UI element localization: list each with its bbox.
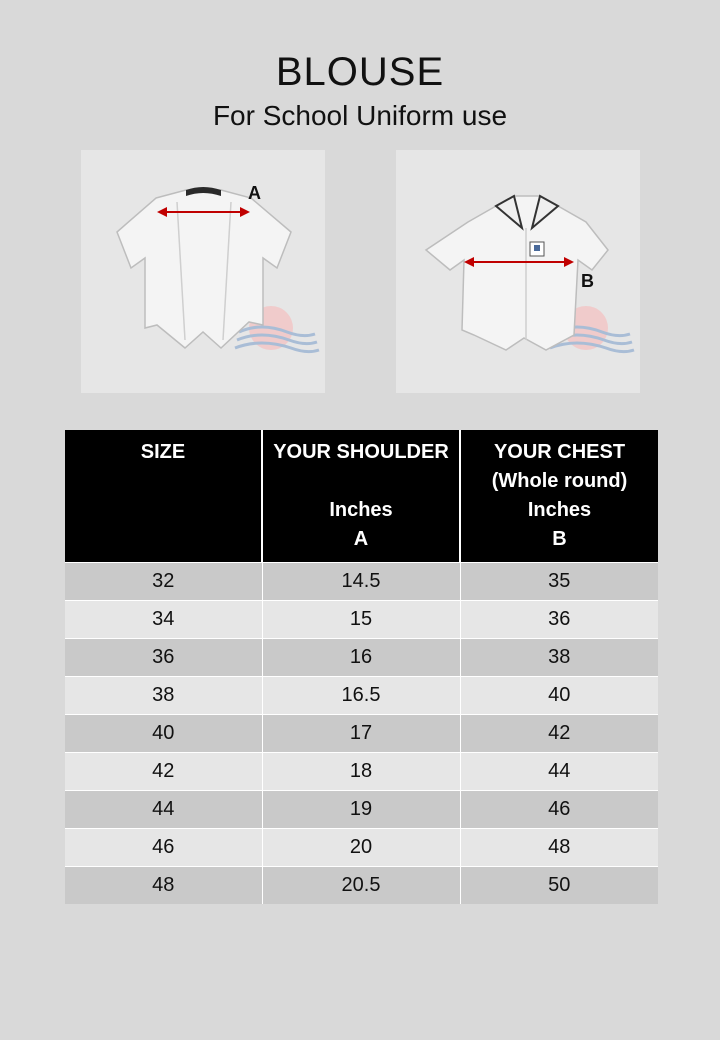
cell-chest: 35 (460, 563, 658, 601)
cell-shoulder: 20 (262, 829, 460, 867)
cell-size: 34 (65, 601, 262, 639)
cell-shoulder: 17 (262, 715, 460, 753)
header-size-label: SIZE (140, 441, 186, 463)
table-row (65, 867, 658, 905)
table-row (65, 829, 658, 867)
header-shoulder-title: YOUR SHOULDER (273, 441, 449, 463)
header-size (65, 430, 262, 563)
cell-chest: 40 (460, 677, 658, 715)
table-row (65, 563, 658, 601)
cell-size: 44 (65, 791, 262, 829)
header-shoulder (262, 430, 460, 563)
table-row (65, 601, 658, 639)
table-header-row (65, 430, 658, 563)
cell-shoulder: 14.5 (262, 563, 460, 601)
cell-chest: 48 (460, 829, 658, 867)
table-row (65, 677, 658, 715)
header-shoulder-key: A (353, 528, 369, 550)
blouse-back-illustration (81, 150, 325, 393)
page-subtitle: For School Uniform use (212, 100, 508, 131)
cell-shoulder: 20.5 (262, 867, 460, 905)
size-chart-table (65, 430, 658, 904)
cell-size: 42 (65, 753, 262, 791)
header-chest-note: (Whole round) (491, 470, 628, 492)
header-chest (460, 430, 658, 563)
cell-size: 38 (65, 677, 262, 715)
cell-chest: 50 (460, 867, 658, 905)
cell-size: 32 (65, 563, 262, 601)
cell-shoulder: 16 (262, 639, 460, 677)
table-row (65, 791, 658, 829)
blouse-back-photo (81, 150, 325, 393)
cell-chest: 46 (460, 791, 658, 829)
cell-chest: 42 (460, 715, 658, 753)
cell-size: 46 (65, 829, 262, 867)
cell-chest: 36 (460, 601, 658, 639)
header-chest-key: B (552, 528, 567, 550)
header-chest-title: YOUR CHEST (493, 441, 626, 463)
cell-shoulder: 18 (262, 753, 460, 791)
cell-size: 40 (65, 715, 262, 753)
cell-shoulder: 15 (262, 601, 460, 639)
page-title: BLOUSE (275, 50, 445, 94)
cell-size: 36 (65, 639, 262, 677)
cell-chest: 38 (460, 639, 658, 677)
cell-size: 48 (65, 867, 262, 905)
table-row (65, 639, 658, 677)
measure-label-b: B (581, 271, 594, 291)
table-row (65, 753, 658, 791)
table-row (65, 715, 658, 753)
cell-shoulder: 16.5 (262, 677, 460, 715)
blouse-front-photo (396, 150, 640, 393)
cell-chest: 44 (460, 753, 658, 791)
header-chest-unit: Inches (527, 499, 592, 521)
cell-shoulder: 19 (262, 791, 460, 829)
blouse-front-illustration (396, 150, 640, 393)
measure-label-a: A (248, 183, 261, 203)
header-shoulder-unit: Inches (329, 499, 393, 521)
